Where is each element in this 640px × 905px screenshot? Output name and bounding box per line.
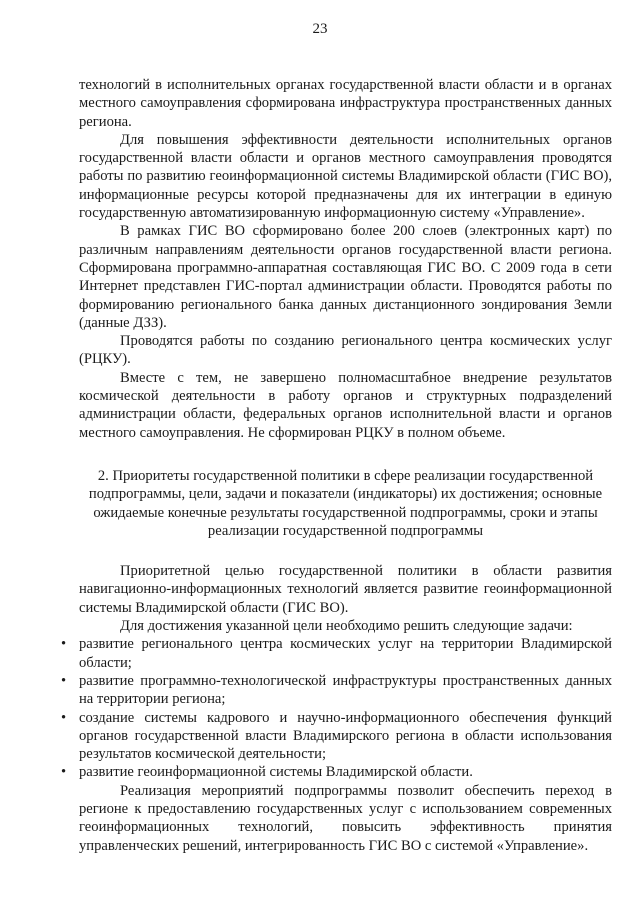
bullet-icon: • [61,636,67,653]
page-number: 23 [312,21,328,37]
paragraph-continuation: технологий в исполнительных органах государственной власти области и в органах местного самоуправления сформирована инфраструктура пространственных данных региона. [79,77,612,130]
paragraph-priority-goal: Приоритетной целью государственной политики в области развития навигационно-информационных технологий является развитие геоинформационной системы Владимирской области (ГИС ВО). [79,563,612,616]
list-item [61,709,612,764]
document-body [61,76,612,855]
paragraph-rcku: Проводятся работы по созданию регионального центра космических услуг (РЦКУ). [79,333,612,368]
task-text: развитие геоинформационной системы Владимирской области. [79,764,473,781]
list-item [61,763,612,781]
paragraph-gis-layers: В рамках ГИС ВО сформировано более 200 слоев (электронных карт) по различным направлениям деятельности органов государственной власти региона. Сформирована программно-аппаратная составляющая ГИС ВО. С 2009 года в сети Интернет представлен ГИС-портал администрации области. Проводятся работы по формированию регионального банка данных дистанционного зондирования Земли (данные ДЗЗ). [79,223,612,331]
task-text: развитие программно-технологической инфраструктуры пространственных данных на территории региона; [79,672,612,708]
list-item [61,672,612,709]
paragraph-gis-development: Для повышения эффективности деятельности исполнительных органов государственной власти области и органов местного самоуправления проводятся работы по развитию геоинформационной системы Владимирской области (ГИС ВО), информационные ресурсы которой предназначены для их интеграции в единую государственную автоматизированную информационную систему «Управление». [79,131,612,222]
bullet-icon: • [61,764,67,781]
list-item [61,635,612,672]
paragraph-shortcomings: Вместе с тем, не завершено полномасштабное внедрение результатов космической деятельности в работу органов и структурных подразделений администрации области, федеральных органов исполнительной власти и органов местного самоуправления. Не сформирован РЦКУ в полном объеме. [79,369,612,441]
tasks-list [61,635,612,781]
paragraph-tasks-intro: Для достижения указанной цели необходимо решить следующие задачи: [120,618,573,635]
section-heading: 2. Приоритеты государственной политики в сфере реализации государственной подпрограммы, цели, задачи и показатели (индикаторы) их достижения; основные ожидаемые конечные результаты государственной подпрограммы, сроки и этапы реализации государственной подпрограммы [88,467,603,539]
paragraph-closing: Реализация мероприятий подпрограммы позволит обеспечить переход в регионе к предоставлению государственных услуг с использованием современных геоинформационных технологий, повысить эффективность принятия управленческих решений, интегрированность ГИС ВО с системой «Управление». [79,782,612,854]
task-text: создание системы кадрового и научно-информационного обеспечения функций органов государственной власти Владимирского региона в области использования результатов космической деятельности; [79,709,612,763]
bullet-icon: • [61,709,67,726]
bullet-icon: • [61,672,67,689]
task-text: развитие регионального центра космических услуг на территории Владимирской области; [79,636,612,671]
